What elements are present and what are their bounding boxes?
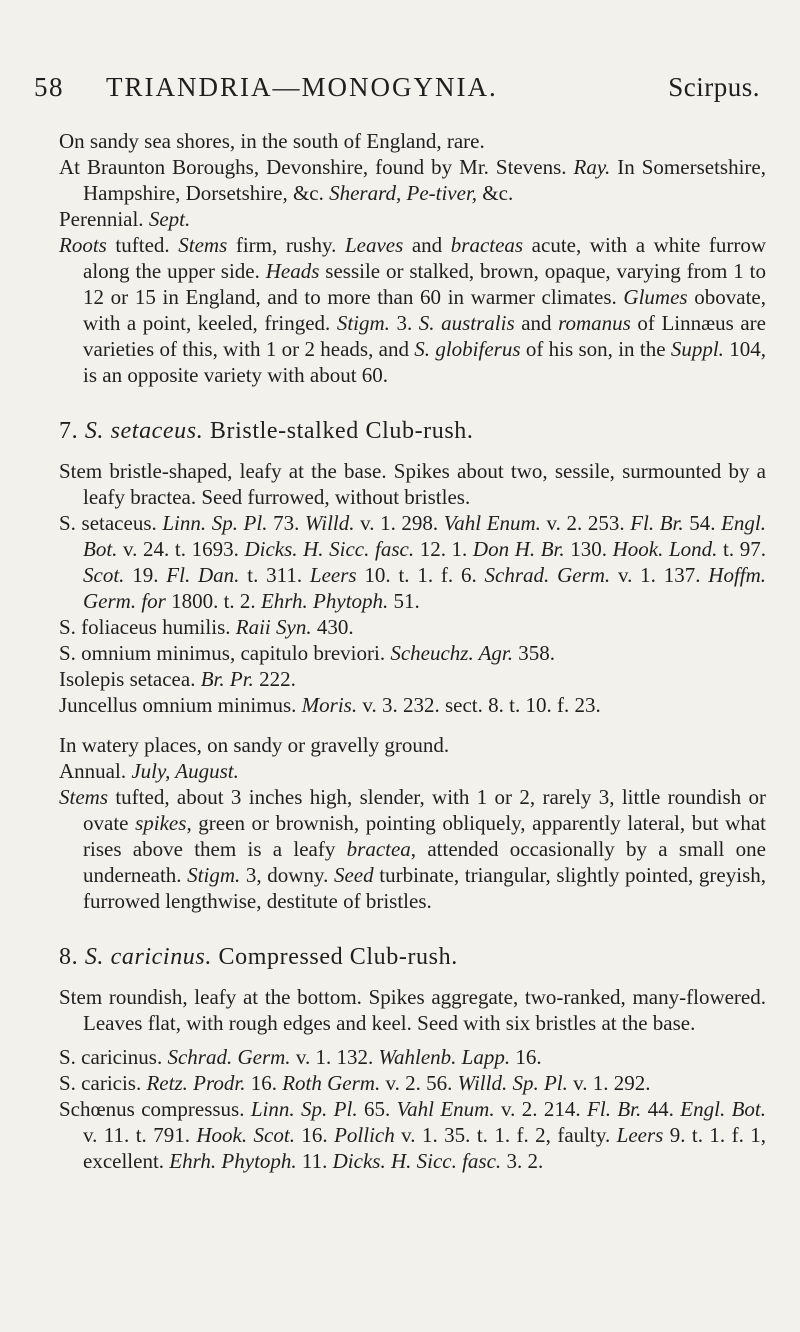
text-run: 65. bbox=[357, 1097, 397, 1121]
italic-text: romanus bbox=[558, 311, 631, 335]
italic-text: Sept. bbox=[148, 207, 191, 231]
text-run: of his son, in the bbox=[520, 337, 671, 361]
italic-text: Fl. Br. bbox=[630, 511, 684, 535]
text-run: v. 2. 214. bbox=[494, 1097, 588, 1121]
italic-text: Ehrh. Phytoph. bbox=[260, 589, 389, 613]
italic-text: Stigm. bbox=[187, 863, 241, 887]
italic-text: Heads bbox=[265, 259, 320, 283]
italic-text: Vahl Enum. bbox=[443, 511, 541, 535]
text-run: 19. bbox=[124, 563, 167, 587]
italic-text: Scheuchz. Agr. bbox=[390, 641, 514, 665]
text-run: In Somersetshire, Hampshire, Dorsetshire, &c. bbox=[83, 155, 766, 205]
text-run: 44. bbox=[641, 1097, 681, 1121]
text-run: of Linnæus are varieties of this, with 1 or 2 heads, and bbox=[83, 311, 766, 361]
italic-text: bractea bbox=[346, 837, 411, 861]
text-run: &c. bbox=[477, 181, 514, 205]
text-run: v. 1. 35. t. 1. f. 2, faulty. bbox=[394, 1123, 617, 1147]
paragraph bbox=[59, 732, 766, 758]
text-run: Stem roundish, leafy at the bottom. Spikes aggregate, two-ranked, many-flowered. Leaves flat, with rough edges and keel. Seed with six bristles at the base. bbox=[59, 985, 766, 1035]
page-number: 58 bbox=[34, 72, 64, 102]
italic-text: Stigm. bbox=[336, 311, 390, 335]
paragraph bbox=[59, 232, 766, 388]
italic-text: Dicks. H. Sicc. fasc. bbox=[332, 1149, 502, 1173]
italic-text: Schrad. Germ. bbox=[167, 1045, 291, 1069]
paragraph bbox=[59, 758, 766, 784]
italic-text: Scot. bbox=[83, 563, 125, 587]
italic-text: Hook. Lond. bbox=[612, 537, 718, 561]
text-run: tufted, about 3 inches high, slender, with 1 or 2, rarely 3, little roundish or ovate bbox=[83, 785, 766, 835]
text-run: firm, rushy. bbox=[227, 233, 345, 257]
text-run: 7. bbox=[59, 418, 85, 444]
italic-text: spikes bbox=[135, 811, 187, 835]
spacer bbox=[59, 388, 766, 418]
italic-text: Sherard, Pe-tiver, bbox=[329, 181, 478, 205]
text-run: and bbox=[514, 311, 559, 335]
italic-text: Fl. Dan. bbox=[166, 563, 240, 587]
italic-text: Hoffm. Germ. for bbox=[83, 563, 767, 613]
text-run: Juncellus omnium minimus. bbox=[59, 693, 302, 717]
text-run: S. omnium minimus, capitulo breviori. bbox=[59, 641, 391, 665]
italic-text: Leers bbox=[309, 563, 357, 587]
italic-text: Wahlenb. Lapp. bbox=[378, 1045, 511, 1069]
text-run: Compressed Club-rush. bbox=[211, 944, 458, 970]
paragraph bbox=[59, 614, 766, 640]
spacer bbox=[59, 718, 766, 732]
spacer bbox=[59, 914, 766, 944]
paragraph bbox=[59, 984, 766, 1036]
italic-text: Schrad. Germ. bbox=[484, 563, 611, 587]
italic-text: S. caricinus. bbox=[84, 944, 212, 970]
text-run: v. 1. 137. bbox=[610, 563, 709, 587]
text-run: Annual. bbox=[59, 759, 132, 783]
text-run: v. 2. 56. bbox=[380, 1071, 458, 1095]
paragraph bbox=[59, 154, 766, 206]
text-run: Schœnus compressus. bbox=[59, 1097, 251, 1121]
paragraph bbox=[59, 206, 766, 232]
italic-text: Engl. Bot. bbox=[680, 1097, 767, 1121]
spacer bbox=[59, 1036, 766, 1044]
text-run: S. setaceus. bbox=[59, 511, 163, 535]
text-run: t. 97. bbox=[717, 537, 766, 561]
text-run: obovate, with a point, keeled, fringed. bbox=[83, 285, 766, 335]
running-head bbox=[34, 72, 760, 112]
italic-text: Glumes bbox=[623, 285, 688, 309]
paragraph bbox=[59, 128, 766, 154]
italic-text: Willd. bbox=[304, 511, 355, 535]
italic-text: Engl. Bot. bbox=[83, 511, 766, 561]
paragraph bbox=[59, 692, 766, 718]
paragraph bbox=[59, 1044, 766, 1070]
text-run: v. 1. 132. bbox=[290, 1045, 379, 1069]
paragraph bbox=[59, 458, 766, 510]
text-run: At Braunton Boroughs, Devonshire, found by Mr. Stevens. bbox=[59, 155, 574, 179]
italic-text: Vahl Enum. bbox=[396, 1097, 495, 1121]
italic-text: Suppl. bbox=[670, 337, 724, 361]
text-run: Stem bristle-shaped, leafy at the base. Spikes about two, sessile, surmounted by a leafy bractea. Seed furrowed, without bristles. bbox=[59, 459, 766, 509]
text-run: S. foliaceus humilis. bbox=[59, 615, 236, 639]
text-run: v. 24. t. 1693. bbox=[117, 537, 245, 561]
text-run: v. 2. 253. bbox=[540, 511, 631, 535]
italic-text: July, August. bbox=[131, 759, 239, 783]
paragraph bbox=[59, 1096, 766, 1174]
text-run: On sandy sea shores, in the south of England, rare. bbox=[59, 129, 485, 153]
text-run: tufted. bbox=[106, 233, 179, 257]
text-run: 130. bbox=[564, 537, 613, 561]
species-heading bbox=[59, 418, 766, 444]
text-run: , green or brownish, pointing obliquely, apparently lateral, but what rises above them is a leafy bbox=[83, 811, 767, 861]
genus-heading: Scirpus. bbox=[668, 72, 760, 102]
text-run: 3, downy. bbox=[240, 863, 334, 887]
text-run: 51. bbox=[388, 589, 420, 613]
text-run: 3. bbox=[389, 311, 419, 335]
text-run: turbinate, triangular, slightly pointed, greyish, furrowed lengthwise, destitute of bristles. bbox=[83, 863, 766, 913]
italic-text: Dicks. H. Sicc. fasc. bbox=[244, 537, 415, 561]
italic-text: S. australis bbox=[418, 311, 515, 335]
text-run: sessile or stalked, brown, opaque, varying from 1 to 12 or 15 in England, and to more than 60 in warmer climates. bbox=[83, 259, 766, 309]
italic-text: Roth Germ. bbox=[282, 1071, 381, 1095]
italic-text: Pollich bbox=[334, 1123, 395, 1147]
italic-text: Raii Syn. bbox=[235, 615, 312, 639]
italic-text: S. setaceus. bbox=[84, 418, 204, 444]
spacer bbox=[59, 970, 766, 984]
text-run: 1800. t. 2. bbox=[165, 589, 261, 613]
italic-text: Willd. Sp. Pl. bbox=[457, 1071, 568, 1095]
italic-text: Roots bbox=[59, 233, 107, 257]
text-run: S. caricis. bbox=[59, 1071, 147, 1095]
italic-text: Linn. Sp. Pl. bbox=[250, 1097, 358, 1121]
italic-text: Fl. Br. bbox=[587, 1097, 642, 1121]
text-run: 73. bbox=[267, 511, 305, 535]
spacer bbox=[59, 444, 766, 458]
italic-text: Linn. Sp. Pl. bbox=[162, 511, 268, 535]
text-run: 10. t. 1. f. 6. bbox=[356, 563, 485, 587]
text-run: 430. bbox=[311, 615, 354, 639]
italic-text: Ray. bbox=[573, 155, 611, 179]
text-run: 9. t. 1. f. 1, excellent. bbox=[83, 1123, 767, 1173]
italic-text: Retz. Prodr. bbox=[146, 1071, 246, 1095]
italic-text: Br. Pr. bbox=[200, 667, 254, 691]
text-run: 222. bbox=[253, 667, 296, 691]
italic-text: Don H. Br. bbox=[472, 537, 565, 561]
text-run: v. 3. 232. sect. 8. t. 10. f. 23. bbox=[357, 693, 601, 717]
text-run: v. 11. t. 791. bbox=[83, 1123, 197, 1147]
italic-text: Leaves bbox=[344, 233, 404, 257]
paragraph bbox=[59, 510, 766, 614]
text-run: and bbox=[403, 233, 451, 257]
italic-text: Stems bbox=[59, 785, 108, 809]
text-run: 16. bbox=[294, 1123, 335, 1147]
paragraph bbox=[59, 784, 766, 914]
text-run: 54. bbox=[683, 511, 722, 535]
paragraph bbox=[59, 640, 766, 666]
paragraph bbox=[59, 1070, 766, 1096]
italic-text: S. globiferus bbox=[414, 337, 521, 361]
text-run: 358. bbox=[513, 641, 556, 665]
text-run: , attended occasionally by a small one underneath. bbox=[83, 837, 766, 887]
text-run: 104, is an opposite variety with about 60. bbox=[83, 337, 767, 387]
page-title: TRIANDRIA—MONOGYNIA. bbox=[106, 72, 498, 102]
text-run: 8. bbox=[59, 944, 85, 970]
text-run: 16. bbox=[245, 1071, 283, 1095]
italic-text: bracteas bbox=[450, 233, 524, 257]
text-run: In watery places, on sandy or gravelly ground. bbox=[59, 733, 450, 757]
text-run: v. 1. 292. bbox=[567, 1071, 651, 1095]
italic-text: Leers bbox=[616, 1123, 664, 1147]
text-run: S. caricinus. bbox=[59, 1045, 168, 1069]
italic-text: Seed bbox=[333, 863, 374, 887]
text-run: 12. 1. bbox=[414, 537, 473, 561]
italic-text: Hook. Scot. bbox=[196, 1123, 295, 1147]
text-body bbox=[59, 128, 766, 1174]
text-run: Perennial. bbox=[59, 207, 149, 231]
italic-text: Stems bbox=[178, 233, 228, 257]
text-run: acute, with a white furrow along the upper side. bbox=[83, 233, 766, 283]
italic-text: Moris. bbox=[301, 693, 358, 717]
text-run: t. 311. bbox=[239, 563, 310, 587]
text-run: Bristle-stalked Club-rush. bbox=[203, 418, 474, 444]
text-run: v. 1. 298. bbox=[354, 511, 444, 535]
text-run: Isolepis setacea. bbox=[59, 667, 201, 691]
text-run: 3. 2. bbox=[501, 1149, 544, 1173]
paragraph bbox=[59, 666, 766, 692]
italic-text: Ehrh. Phytoph. bbox=[169, 1149, 297, 1173]
species-heading bbox=[59, 944, 766, 970]
text-run: 11. bbox=[296, 1149, 333, 1173]
text-run: 16. bbox=[510, 1045, 542, 1069]
